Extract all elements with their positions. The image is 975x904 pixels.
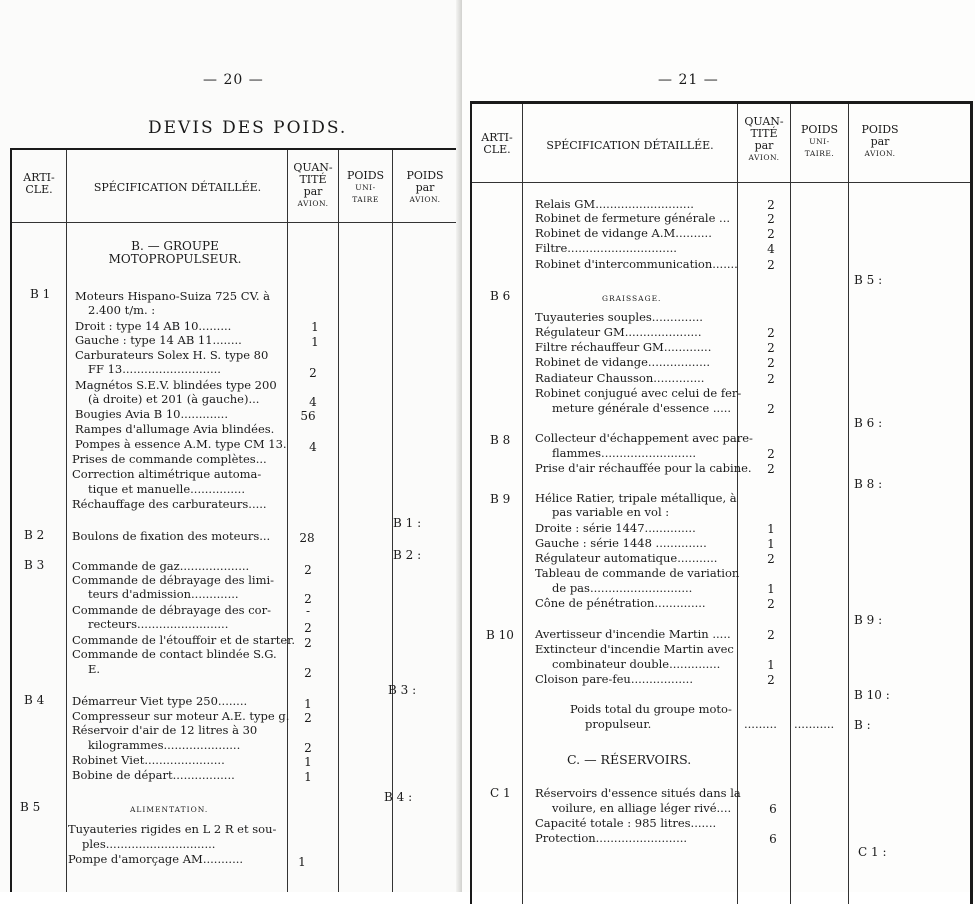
spec-line: kilogrammes..................... [88, 738, 241, 752]
spec-line: Tuyauteries souples.............. [535, 310, 703, 324]
spec-line: Prises de commande complètes... [72, 452, 267, 466]
spec-line: teurs d'admission............. [88, 587, 239, 601]
spec-line: Relais GM........................... [535, 197, 694, 211]
article-code: B 8 [490, 433, 511, 447]
quantity-value: 2 [304, 563, 312, 577]
spec-line: Réservoir d'air de 12 litres à 30 [72, 723, 258, 737]
quantity-value: 2 [767, 212, 775, 226]
section-title: B. — GROUPE MOTOPROPULSEUR. [108, 239, 242, 266]
weight-total: B : [854, 718, 871, 732]
quantity-value: 2 [304, 636, 312, 650]
spec-line: Robinet de vidange A.M.......... [535, 226, 712, 240]
spec-line: flammes.......................... [552, 446, 697, 460]
spec-line: de pas............................ [552, 581, 693, 595]
spec-line: Carburateurs Solex H. S. type 80 [75, 348, 269, 362]
spec-line: Extincteur d'incendie Martin avec [535, 642, 734, 656]
spec-line: Pompes à essence A.M. type CM 13. [75, 437, 287, 451]
spec-line: propulseur. [585, 717, 652, 731]
quantity-value: 1 [311, 335, 319, 349]
quantity-value: 2 [767, 326, 775, 340]
weight-total: B 2 : [393, 548, 422, 562]
spec-line: Commande de gaz................... [72, 559, 250, 573]
page-number: — 20 — [203, 72, 264, 88]
spec-line: Hélice Ratier, tripale métallique, à [535, 491, 737, 505]
quantity-value: 6 [769, 832, 777, 846]
quantity-value: 2 [767, 673, 775, 687]
spec-line: Prise d'air réchauffée pour la cabine. [535, 461, 752, 475]
left-page [0, 0, 462, 892]
quantity-value: 1 [767, 582, 775, 596]
spec-line: Robinet conjugué avec celui de fer- [535, 386, 742, 400]
weight-total: B 6 : [854, 416, 883, 430]
spec-line: Robinet de vidange................. [535, 355, 711, 369]
spec-line: Cône de pénétration.............. [535, 596, 706, 610]
spec-line: Boulons de fixation des moteurs... [72, 529, 271, 543]
quantity-value: 28 [299, 531, 315, 545]
spec-line: Régulateur automatique........... [535, 551, 718, 565]
spec-line: Gauche : série 1448 .............. [535, 536, 707, 550]
spec-line: Robinet Viet...................... [72, 753, 225, 767]
spec-line: Gauche : type 14 AB 11........ [75, 333, 242, 347]
spec-line: recteurs......................... [88, 617, 229, 631]
spec-line: Commande de débrayage des limi- [72, 573, 275, 587]
spec-line: Droite : série 1447.............. [535, 521, 696, 535]
weight-total: B 5 : [854, 273, 883, 287]
dot-leader: ........... [794, 717, 835, 731]
quantity-value: 2 [767, 552, 775, 566]
spec-line: Démarreur Viet type 250........ [72, 694, 248, 708]
spec-line: Rampes d'allumage Avia blindées. [75, 422, 275, 436]
column-divider [522, 104, 523, 904]
article-code: C 1 [490, 786, 511, 800]
quantity-value: 2 [767, 198, 775, 212]
spec-line: Cloison pare-feu................. [535, 672, 693, 686]
weight-total: C 1 : [858, 845, 887, 859]
section-title: C. — RÉSERVOIRS. [567, 752, 692, 767]
quantity-value: - [305, 604, 311, 618]
spec-line: combinateur double.............. [552, 657, 721, 671]
header-divider [12, 222, 462, 223]
header-article: ARTI- CLE. [23, 171, 55, 196]
spec-line: Commande de débrayage des cor- [72, 603, 271, 617]
quantity-value: 2 [767, 447, 775, 461]
spec-line: Avertisseur d'incendie Martin ..... [535, 627, 731, 641]
header-divider [472, 182, 970, 183]
spec-line: Tuyauteries rigides en L 2 R et sou- [68, 822, 277, 836]
quantity-value: 1 [304, 755, 312, 769]
quantity-value: 2 [309, 366, 317, 380]
spec-line: Bobine de départ................. [72, 768, 235, 782]
weight-total: B 1 : [393, 516, 422, 530]
spec-line: FF 13........................... [88, 362, 221, 376]
header-plane-weight: POIDS par AVION. [861, 123, 899, 158]
column-divider [790, 104, 791, 904]
spec-line: Radiateur Chausson.............. [535, 371, 705, 385]
header-specification: SPÉCIFICATION DÉTAILLÉE. [546, 139, 714, 152]
spec-line: Réchauffage des carburateurs..... [72, 497, 267, 511]
column-divider [338, 150, 339, 892]
header-quantity: QUAN- TITÉ par AVION. [293, 161, 333, 208]
weight-total: B 10 : [854, 688, 890, 702]
column-divider [848, 104, 849, 904]
subsection-title: GRAISSAGE. [602, 294, 662, 303]
subsection-title: ALIMENTATION. [130, 805, 209, 814]
quantity-value: 1 [767, 537, 775, 551]
quantity-value: 2 [304, 592, 312, 606]
article-code: B 6 [490, 289, 511, 303]
spec-line: pas variable en vol : [552, 505, 670, 519]
spec-line: Tableau de commande de variation [535, 566, 740, 580]
spec-line: voilure, en alliage léger rivé.... [552, 801, 732, 815]
spec-line: Filtre.............................. [535, 241, 677, 255]
spec-line: Commande de contact blindée S.G. [72, 647, 277, 661]
article-code: B 9 [490, 492, 511, 506]
header-quantity: QUAN- TITÉ par AVION. [744, 115, 784, 162]
header-specification: SPÉCIFICATION DÉTAILLÉE. [93, 181, 262, 194]
quantity-value: 2 [767, 628, 775, 642]
quantity-value: 2 [304, 666, 312, 680]
quantity-value: 2 [767, 402, 775, 416]
spec-line: Réservoirs d'essence situés dans la [535, 786, 741, 800]
spec-line: ples.............................. [82, 837, 216, 851]
spec-line: Commande de l'étouffoir et de starter. [72, 633, 296, 647]
spec-line: Collecteur d'échappement avec pare- [535, 431, 753, 445]
spec-line: Droit : type 14 AB 10......... [75, 319, 232, 333]
spec-line: Correction altimétrique automa- [72, 467, 262, 481]
spec-line: Magnétos S.E.V. blindées type 200 [75, 378, 277, 392]
weight-total: B 8 : [854, 477, 883, 491]
spec-line: tique et manuelle............... [88, 482, 245, 496]
weight-total: B 3 : [388, 683, 417, 697]
column-divider [66, 150, 67, 892]
quantity-value: 1 [304, 770, 312, 784]
quantity-value: 4 [309, 440, 317, 454]
quantity-value: 4 [767, 242, 775, 256]
article-code: B 5 [20, 800, 41, 814]
spec-line: 2.400 t/m. : [88, 303, 156, 317]
quantity-value: 2 [767, 372, 775, 386]
quantity-value: 2 [767, 462, 775, 476]
column-divider [737, 104, 738, 904]
quantity-value: 56 [300, 409, 316, 423]
spec-line: Bougies Avia B 10............. [75, 407, 228, 421]
quantity-value: 1 [304, 697, 312, 711]
quantity-value: 6 [769, 802, 777, 816]
weight-total: B 4 : [384, 790, 413, 804]
column-divider [287, 150, 288, 892]
article-code: B 2 [24, 528, 45, 542]
article-code: B 4 [24, 693, 45, 707]
quantity-value: 2 [767, 258, 775, 272]
spec-line: Poids total du groupe moto- [570, 702, 732, 716]
quantity-value: 2 [304, 711, 312, 725]
spec-line: E. [88, 662, 101, 676]
header-plane-weight: POIDS par AVION. [406, 169, 444, 204]
document-title: DEVIS DES POIDS. [148, 118, 348, 138]
article-code: B 3 [24, 558, 45, 572]
quantity-value: 1 [298, 855, 306, 869]
quantity-value: 2 [304, 741, 312, 755]
quantity-value: 1 [311, 320, 319, 334]
weight-total: B 9 : [854, 613, 883, 627]
quantity-value: 2 [767, 597, 775, 611]
spec-line: Filtre réchauffeur GM............. [535, 340, 712, 354]
article-code: B 1 [30, 287, 51, 301]
header-article: ARTI- CLE. [481, 131, 513, 156]
spec-line: meture générale d'essence ..... [552, 401, 732, 415]
page-number: — 21 — [658, 72, 719, 88]
spec-line: Robinet d'intercommunication....... [535, 257, 738, 271]
quantity-value: 2 [767, 356, 775, 370]
spec-line: Robinet de fermeture générale ... [535, 211, 731, 225]
spec-line: Pompe d'amorçage AM........... [68, 852, 244, 866]
quantity-value: 4 [309, 395, 317, 409]
dot-leader: ......... [744, 717, 777, 731]
spec-line: Capacité totale : 985 litres....... [535, 816, 717, 830]
article-code: B 10 [486, 628, 514, 642]
quantity-value: 1 [767, 522, 775, 536]
quantity-value: 2 [767, 227, 775, 241]
quantity-value: 1 [767, 658, 775, 672]
spec-line: (à droite) et 201 (à gauche)... [88, 392, 260, 406]
spec-line: Protection......................... [535, 831, 688, 845]
header-unit-weight: POIDS UNI- TAIRE [346, 169, 385, 204]
spec-line: Moteurs Hispano-Suiza 725 CV. à [75, 289, 271, 303]
spec-line: Régulateur GM..................... [535, 325, 702, 339]
quantity-value: 2 [304, 621, 312, 635]
spec-line: Compresseur sur moteur A.E. type g. [72, 709, 290, 723]
header-unit-weight: POIDS UNI- TAIRE. [800, 123, 839, 158]
quantity-value: 2 [767, 341, 775, 355]
